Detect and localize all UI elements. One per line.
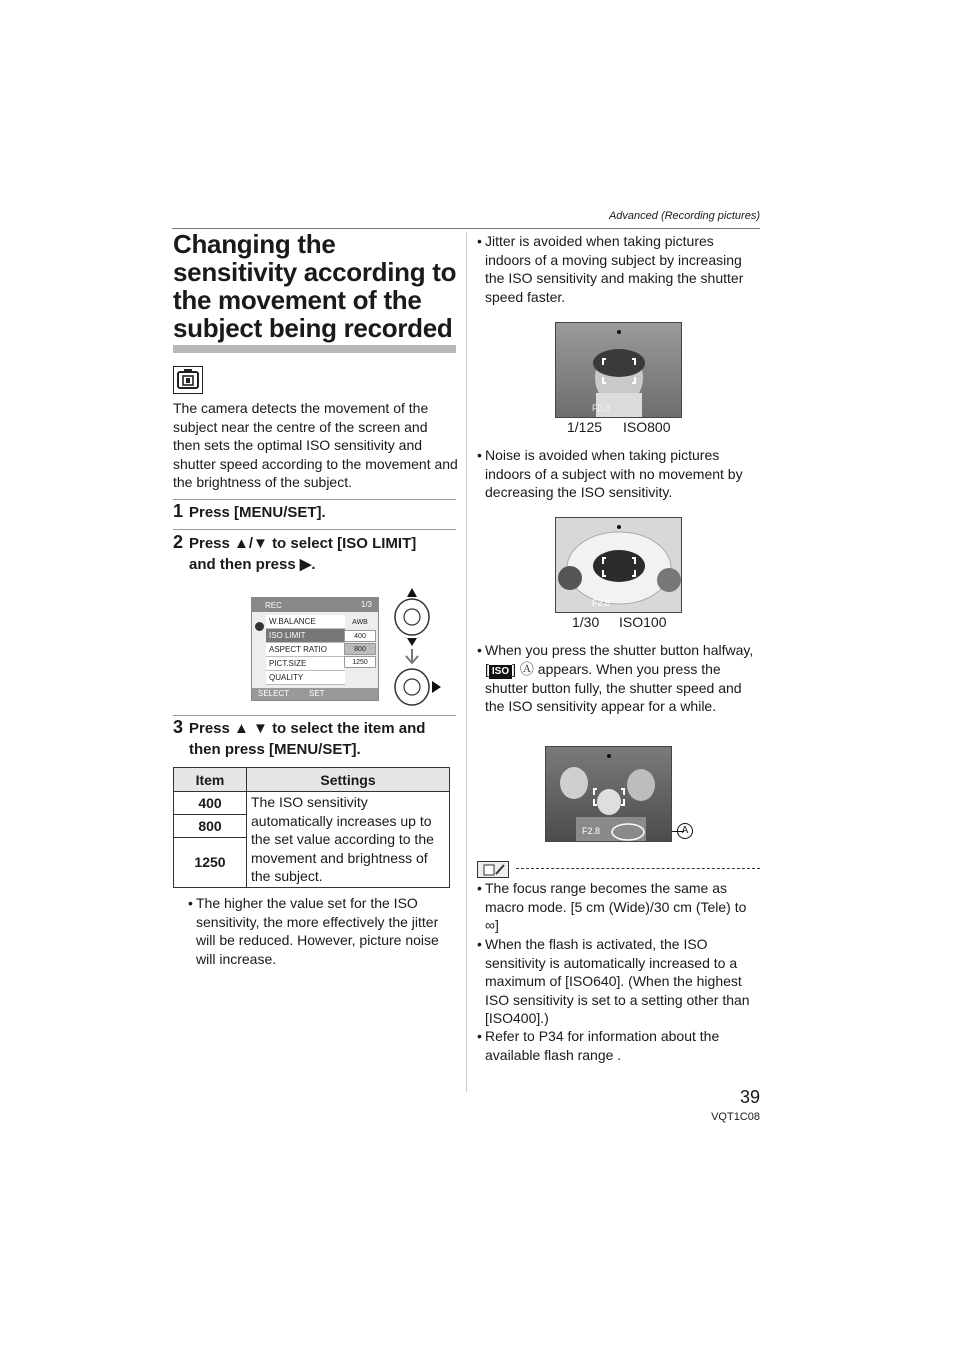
- page-number: 39: [739, 1087, 760, 1107]
- list-item: • When you press the shutter button halfway, [ ISO ] Ⓐ appears. When you press the shutter button fully, the shutter speed and the ISO sensitivity appear for a while.: [477, 642, 754, 715]
- aperture-readout: F2.8: [592, 598, 611, 608]
- iso-settings-table: [173, 767, 450, 888]
- step-rule: [173, 715, 456, 716]
- camera-tab-icon: [255, 622, 264, 631]
- step-number: 1: [173, 501, 184, 521]
- table-item: 400: [174, 792, 247, 815]
- title-underline: [173, 345, 456, 353]
- lcd-row-selected: ISO LIMIT: [266, 629, 345, 643]
- list-item: • Noise is avoided when taking pictures indoors of a subject with no movement by decreasing the ISO sensitivity.: [477, 447, 743, 501]
- step-1: [173, 501, 458, 523]
- intelligent-iso-icon: ISO: [489, 665, 512, 679]
- lcd-page: 1/3: [360, 600, 372, 609]
- note-item: • When the flash is activated, the ISO sensitivity is automatically increased to a maximum of [ISO640]. (When the highest ISO sensitivity is set to a setting other than [ISO400].): [477, 936, 750, 1027]
- lcd-row: PICT.SIZE: [266, 657, 345, 671]
- step-text: then press [MENU/SET].: [189, 741, 361, 758]
- lcd-select-label: SELECT: [258, 689, 290, 698]
- lcd-option: 1250: [344, 656, 376, 668]
- cursor-button-diagram: [392, 586, 444, 706]
- note-item: • The focus range becomes the same as macro mode. [5 cm (Wide)/30 cm (Tele) to ∞]: [477, 880, 747, 934]
- lcd-option-selected: 800: [344, 643, 376, 655]
- intelligent-iso-mode-icon: [173, 366, 203, 394]
- step-text: Press [MENU/SET].: [189, 504, 326, 521]
- aperture-readout: F2.8: [592, 403, 611, 413]
- section-label: Advanced (Recording pictures): [608, 210, 760, 222]
- lcd-row: QUALITY: [266, 671, 345, 685]
- sample-photo-food: [555, 517, 682, 613]
- step-rule: [173, 529, 456, 530]
- list-item: • Jitter is avoided when taking pictures indoors of a moving subject by increasing the ISO sensitivity and making the shutter speed faster.: [477, 233, 744, 305]
- sample-photo-family: [545, 746, 672, 842]
- callout-marker: A: [677, 823, 693, 839]
- step-text: Press ▲/▼ to select [ISO LIMIT]: [189, 535, 417, 552]
- list-item: • The higher the value set for the ISO sensitivity, the more effectively the jitter will be reduced. However, picture noise will increase.: [188, 895, 439, 967]
- intro-paragraph: The camera detects the movement of the subject near the centre of the screen and then sets the optimal ISO sensitivity and shutter speed according to the movement and the brightness of the subject.: [173, 400, 458, 491]
- step-2: [173, 532, 458, 575]
- step-number: 3: [173, 717, 184, 737]
- table-item: 1250: [174, 838, 247, 887]
- lcd-awb-value: AWB: [352, 619, 368, 626]
- lcd-row: ASPECT RATIO: [266, 643, 345, 657]
- step-number: 2: [173, 532, 184, 552]
- iso-caption: ISO100: [619, 614, 667, 630]
- note-item: • Refer to P34 for information about the available flash range .: [477, 1028, 720, 1063]
- column-divider: [466, 232, 467, 1092]
- table-settings-text: The ISO sensitivity automatically increases up to the set value according to the movement and brightness of the subject.: [247, 792, 450, 888]
- step-text: Press ▲ ▼ to select the item and: [189, 720, 426, 737]
- lcd-footer: [252, 688, 378, 700]
- table-item: 800: [174, 815, 247, 838]
- sample-photo-child: [555, 322, 682, 418]
- aperture-readout: F2.8: [582, 826, 601, 836]
- note-icon: [477, 861, 509, 878]
- iso-caption: ISO800: [623, 419, 671, 435]
- lcd-title: REC: [265, 601, 282, 610]
- lcd-set-label: SET: [309, 689, 325, 698]
- step-rule: [173, 499, 456, 500]
- page-title: Changing the sensitivity according to the movement of the subject being recorded: [173, 229, 457, 343]
- document-code: VQT1C08: [711, 1111, 760, 1123]
- lcd-row: W.BALANCE: [266, 615, 345, 629]
- shutter-caption: 1/125: [567, 419, 603, 435]
- table-header-item: Item: [174, 768, 247, 792]
- notes-divider: [516, 868, 760, 869]
- shutter-caption: 1/30: [572, 614, 600, 630]
- step-text: and then press ▶.: [189, 556, 316, 573]
- lcd-title-bar: [252, 598, 378, 612]
- lcd-menu-screen: [251, 597, 379, 701]
- lcd-option: 400: [344, 630, 376, 642]
- table-header-settings: Settings: [247, 768, 450, 792]
- step-3: [173, 717, 458, 760]
